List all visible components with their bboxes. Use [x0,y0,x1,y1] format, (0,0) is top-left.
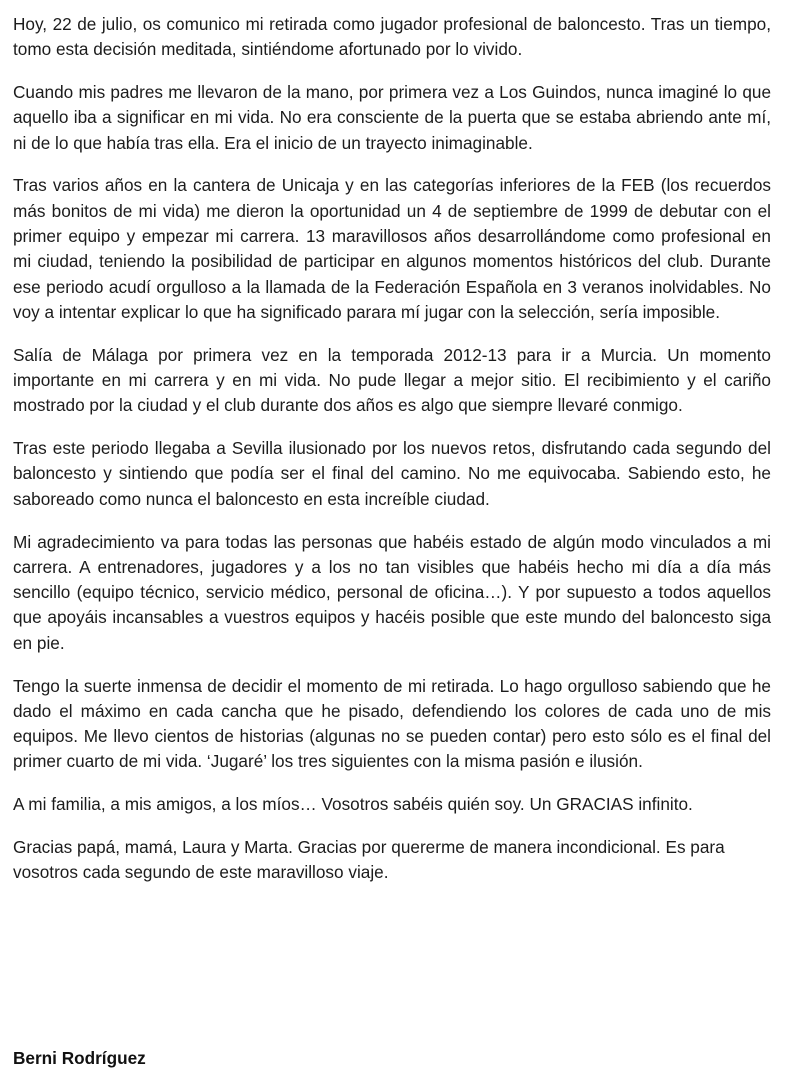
paragraph-retirement-announcement: Hoy, 22 de julio, os comunico mi retirada como jugador profesional de baloncesto. Tras un tiempo, tomo esta decisión meditada, sintiéndome afortunado por lo vivido. [13,14,771,60]
paragraph-family-friends: A mi familia, a mis amigos, a los míos… Vosotros sabéis quién soy. Un GRACIAS infinito. [13,794,693,815]
paragraph-thanks-parents: Gracias papá, mamá, Laura y Marta. Gracias por quererme de manera incondicional. Es para vosotros cada segundo de este maravilloso viaje. [13,837,725,883]
paragraph-decision: Tengo la suerte inmensa de decidir el momento de mi retirada. Lo hago orgulloso sabiendo que he dado el máximo en cada cancha que he pisado, defendiendo los colores de cada uno de mis equipos. Me llevo cientos de historias (algunas no se pueden contar) pero esto sólo es el final del primer cuarto de mi vida. ‘Jugaré’ los tres siguientes con la misma pasión e ilusión. [13,675,771,772]
paragraph-gratitude: Mi agradecimiento va para todas las personas que habéis estado de algún modo vinculados a mi carrera. A entrenadores, jugadores y a los no tan visibles que habéis hecho mi día a día más sencillo (equipo técnico, servicio médico, personal de oficina…). Y por supuesto a todos aquellos que apoyáis incansables a vuestros equipos y hacéis posible que este mundo del baloncesto siga en pie. [13,531,771,653]
paragraph-los-guindos: Cuando mis padres me llevaron de la mano, por primera vez a Los Guindos, nunca imaginé lo que aquello iba a significar en mi vida. No era consciente de la puerta que se estaba abriendo ante mí, ni de lo que había tras ella. Era el inicio de un trayecto inimaginable. [13,82,771,153]
signature: Berni Rodríguez [13,1048,146,1068]
paragraph-unicaja-career: Tras varios años en la cantera de Unicaja y en las categorías inferiores de la FEB (los recuerdos más bonitos de mi vida) me dieron la oportunidad un 4 de septiembre de 1999 de debutar con el primer equipo y empezar mi carrera. 13 maravillosos años desarrollándome como profesional en mi ciudad, teniendo la posibilidad de participar en algunos momentos históricos del club. Durante ese periodo acudí orgulloso a la llamada de la Federación Española en 3 veranos inolvidables. No voy a intentar explicar lo que ha significado parara mí jugar con la selección, sería imposible. [13,175,771,322]
paragraph-murcia: Salía de Málaga por primera vez en la temporada 2012-13 para ir a Murcia. Un momento importante en mi carrera y en mi vida. No pude llegar a mejor sitio. El recibimiento y el cariño mostrado por la ciudad y el club durante dos años es algo que siempre llevaré conmigo. [13,344,771,416]
paragraph-sevilla: Tras este periodo llegaba a Sevilla ilusionado por los nuevos retos, disfrutando cada segundo del baloncesto y sintiendo que podía ser el final del camino. No me equivocaba. Sabiendo esto, he saboreado como nunca el baloncesto en esta increíble ciudad. [13,438,771,509]
letter-body [13,12,771,903]
